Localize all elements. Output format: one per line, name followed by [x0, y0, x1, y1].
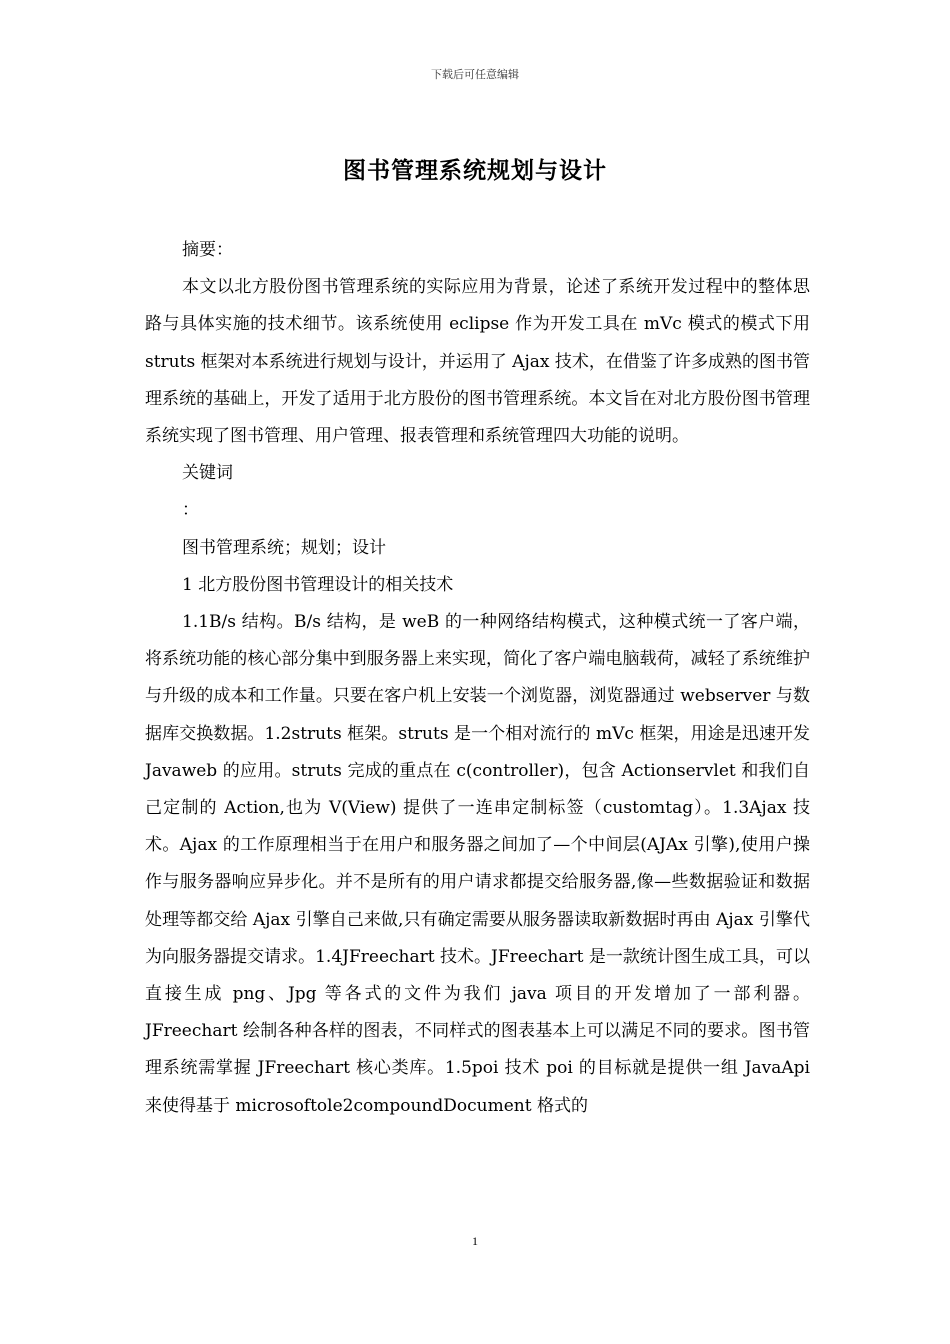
document-title: 图书管理系统规划与设计 — [343, 158, 607, 184]
page-number: 1 — [472, 1234, 478, 1248]
document-body — [145, 232, 810, 1125]
abstract-paragraph: 本文以北方股份图书管理系统的实际应用为背景，论述了系统开发过程中的整体思路与具体实施的技术细节。该系统使用 eclipse 作为开发工具在 mVc 模式的模式下用 struts 框架对本系统进行规划与设计，并运用了 Ajax 技术，在借鉴了许多成熟的图书管理系统的基础上，开发了适用于北方股份的图书管理系统。本文旨在对北方股份图书管理系统实现了图书管理、用户管理、报表管理和系统管理四大功能的说明。 — [145, 277, 810, 447]
section-heading: 1 北方股份图书管理设计的相关技术 — [182, 574, 454, 595]
section-paragraph: 1.1B/s 结构。B/s 结构，是 weB 的一种网络结构模式，这种模式统一了客户端，将系统功能的核心部分集中到服务器上来实现，简化了客户端电脑载荷，减轻了系统维护与升级的成本和工作量。只要在客户机上安装一个浏览器，浏览器通过 webserver 与数据库交换数据。1.2struts 框架。struts 是一个相对流行的 mVc 框架，用途是迅速开发 Javaweb 的应用。struts 完成的重点在 c(controller)，包含 Actionservlet 和我们自己定制的 Action,也为 V(View) 提供了一连串定制标签（customtag）。1.3Ajax 技术。Ajax 的工作原理相当于在用户和服务器之间加了—个中间层(AJAx 引擎),使用户操作与服务器响应异步化。并不是所有的用户请求都提交给服务器,像—些数据验证和数据处理等都交给 Ajax 引擎自己来做,只有确定需要从服务器读取新数据时再由 Ajax 引擎代为向服务器提交请求。1.4JFreechart 技术。JFreechart 是一款统计图生成工具，可以直接生成 png、Jpg 等各式的文件为我们 java 项目的开发增加了一部利器。JFreechart 绘制各种各样的图表，不同样式的图表基本上可以满足不同的要求。图书管理系统需掌握 JFreechart 核心类库。1.5poi 技术 poi 的目标就是提供一组 JavaApi 来使得基于 microsoftole2compoundDocument 格式的 — [145, 612, 810, 1116]
header-note: 下载后可任意编辑 — [431, 68, 519, 81]
keywords-colon: ： — [182, 500, 199, 521]
keywords-label: 关键词 — [182, 463, 233, 484]
keywords-list: 图书管理系统；规划；设计 — [182, 537, 386, 558]
abstract-label: 摘要： — [182, 240, 233, 260]
